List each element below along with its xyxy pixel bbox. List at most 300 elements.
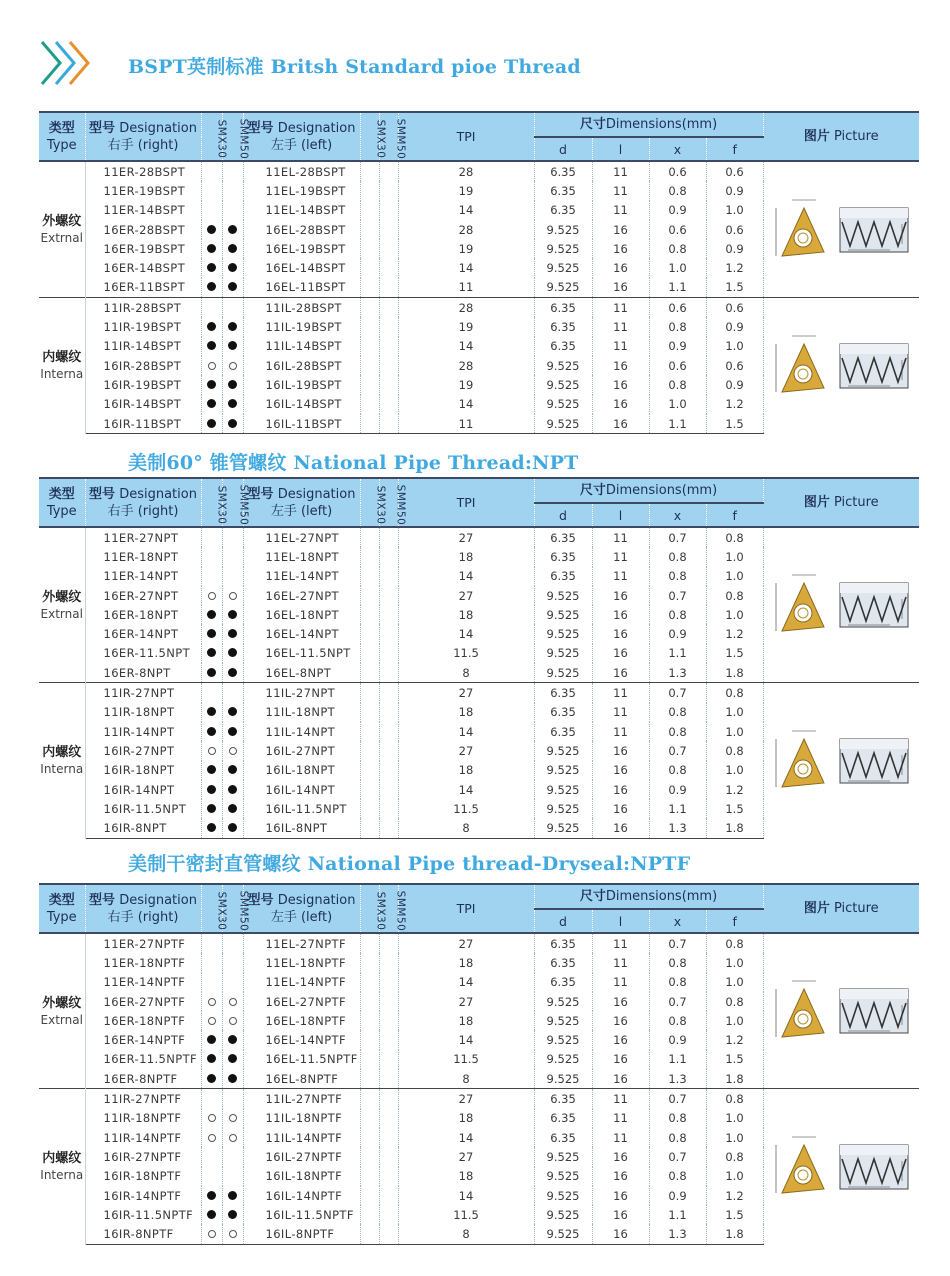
smx30-stock-left xyxy=(360,567,379,586)
designation-right: 11IR-14BSPT xyxy=(85,337,201,356)
designation-left: 16IL-14NPTF xyxy=(243,1186,360,1205)
header-l: l xyxy=(592,503,649,527)
smx30-stock-left xyxy=(360,527,379,547)
dim-l: 16 xyxy=(592,1147,649,1166)
smm50-stock xyxy=(222,298,243,318)
dim-f: 1.0 xyxy=(706,722,763,741)
dim-f: 1.2 xyxy=(706,624,763,643)
filled-circle-icon xyxy=(207,282,216,291)
designation-right: 11IR-27NPTF xyxy=(85,1089,201,1109)
smx30-stock-left xyxy=(360,799,379,818)
smx30-stock xyxy=(201,703,222,722)
dim-l: 11 xyxy=(592,317,649,336)
tpi-value: 18 xyxy=(398,1109,534,1128)
designation-right: 11ER-14NPT xyxy=(85,567,201,586)
header-smm50: SMM50 xyxy=(222,884,243,933)
designation-right: 16ER-11.5NPTF xyxy=(85,1050,201,1069)
dim-d: 6.35 xyxy=(534,973,592,992)
thread-type: 外螺纹 Extrnal xyxy=(39,527,85,683)
filled-circle-icon xyxy=(207,707,216,716)
header-smx30-left: SMX30 xyxy=(360,112,379,161)
header-smm50: SMM50 xyxy=(222,478,243,527)
dim-f: 1.5 xyxy=(706,644,763,663)
smx30-stock-left xyxy=(360,356,379,375)
dim-x: 0.6 xyxy=(649,161,706,181)
smm50-stock-left xyxy=(379,547,398,566)
dim-f: 0.8 xyxy=(706,683,763,703)
filled-circle-icon xyxy=(207,399,216,408)
smx30-stock-left xyxy=(360,953,379,972)
header-x: x xyxy=(649,909,706,933)
tpi-value: 11.5 xyxy=(398,644,534,663)
smm50-stock-left xyxy=(379,567,398,586)
dim-d: 9.525 xyxy=(534,663,592,683)
tpi-value: 18 xyxy=(398,1011,534,1030)
smx30-stock xyxy=(201,298,222,318)
smx30-stock-left xyxy=(360,741,379,760)
smx30-stock-left xyxy=(360,375,379,394)
dim-f: 1.0 xyxy=(706,973,763,992)
header-smx30-left: SMX30 xyxy=(360,884,379,933)
filled-circle-icon xyxy=(228,707,237,716)
designation-right: 16ER-14NPTF xyxy=(85,1030,201,1049)
dim-l: 11 xyxy=(592,527,649,547)
smm50-stock-left xyxy=(379,683,398,703)
tpi-value: 8 xyxy=(398,818,534,838)
designation-left: 16IL-18NPTF xyxy=(243,1167,360,1186)
smm50-stock-left xyxy=(379,973,398,992)
dim-d: 9.525 xyxy=(534,278,592,298)
filled-circle-icon xyxy=(228,1054,237,1063)
tpi-value: 28 xyxy=(398,356,534,375)
smx30-stock xyxy=(201,1128,222,1147)
dim-l: 16 xyxy=(592,1011,649,1030)
table-row xyxy=(39,298,919,318)
header-d: d xyxy=(534,137,592,161)
dim-x: 0.7 xyxy=(649,1147,706,1166)
smm50-stock-left xyxy=(379,605,398,624)
dim-f: 1.8 xyxy=(706,1224,763,1244)
smm50-stock-left xyxy=(379,356,398,375)
dim-l: 16 xyxy=(592,799,649,818)
section-title-nptf: 美制干密封直管螺纹 National Pipe thread-Dryseal:NPTF xyxy=(128,853,691,875)
dim-d: 9.525 xyxy=(534,356,592,375)
dim-x: 0.9 xyxy=(649,624,706,643)
dim-d: 9.525 xyxy=(534,258,592,277)
smx30-stock xyxy=(201,567,222,586)
filled-circle-icon xyxy=(228,380,237,389)
dim-l: 11 xyxy=(592,1089,649,1109)
tpi-value: 14 xyxy=(398,337,534,356)
hollow-circle-icon xyxy=(229,747,237,755)
smx30-stock-left xyxy=(360,161,379,181)
smx30-stock-left xyxy=(360,1186,379,1205)
filled-circle-icon xyxy=(228,629,237,638)
designation-left: 16EL-27NPTF xyxy=(243,992,360,1011)
filled-circle-icon xyxy=(228,648,237,657)
dim-l: 16 xyxy=(592,1030,649,1049)
smm50-stock xyxy=(222,375,243,394)
dim-d: 9.525 xyxy=(534,220,592,239)
filled-circle-icon xyxy=(207,244,216,253)
smx30-stock xyxy=(201,1109,222,1128)
designation-right: 16ER-27NPT xyxy=(85,586,201,605)
dim-f: 0.8 xyxy=(706,1147,763,1166)
dim-x: 1.1 xyxy=(649,799,706,818)
dim-d: 6.35 xyxy=(534,1089,592,1109)
smx30-stock xyxy=(201,547,222,566)
tpi-value: 18 xyxy=(398,703,534,722)
smm50-stock xyxy=(222,605,243,624)
designation-right: 16ER-8NPT xyxy=(85,663,201,683)
designation-left: 16IL-27NPT xyxy=(243,741,360,760)
dim-f: 0.8 xyxy=(706,1089,763,1109)
smx30-stock xyxy=(201,933,222,953)
smx30-stock-left xyxy=(360,395,379,414)
smx30-stock-left xyxy=(360,683,379,703)
tpi-value: 28 xyxy=(398,161,534,181)
dim-d: 6.35 xyxy=(534,953,592,972)
dim-x: 1.1 xyxy=(649,414,706,434)
smm50-stock-left xyxy=(379,161,398,181)
smx30-stock xyxy=(201,1069,222,1089)
smm50-stock-left xyxy=(379,317,398,336)
smm50-stock xyxy=(222,337,243,356)
thread-type: 外螺纹 Extrnal xyxy=(39,161,85,298)
smx30-stock xyxy=(201,181,222,200)
dim-x: 0.8 xyxy=(649,239,706,258)
filled-circle-icon xyxy=(207,1054,216,1063)
table-row xyxy=(39,161,919,181)
designation-left: 16EL-11.5NPT xyxy=(243,644,360,663)
filled-circle-icon xyxy=(228,785,237,794)
dim-l: 11 xyxy=(592,1128,649,1147)
smx30-stock-left xyxy=(360,201,379,220)
smm50-stock xyxy=(222,395,243,414)
tpi-value: 14 xyxy=(398,258,534,277)
dim-x: 0.9 xyxy=(649,780,706,799)
dim-l: 11 xyxy=(592,1109,649,1128)
smm50-stock xyxy=(222,703,243,722)
designation-right: 16IR-14NPT xyxy=(85,780,201,799)
tpi-value: 14 xyxy=(398,395,534,414)
dim-d: 9.525 xyxy=(534,605,592,624)
dim-f: 0.8 xyxy=(706,741,763,760)
dim-d: 6.35 xyxy=(534,1109,592,1128)
dim-l: 11 xyxy=(592,201,649,220)
dim-d: 9.525 xyxy=(534,1050,592,1069)
header-tpi: TPI xyxy=(398,884,534,933)
dim-d: 9.525 xyxy=(534,624,592,643)
dim-l: 11 xyxy=(592,703,649,722)
designation-right: 11ER-27NPTF xyxy=(85,933,201,953)
smm50-stock xyxy=(222,1050,243,1069)
dim-d: 9.525 xyxy=(534,1224,592,1244)
dim-f: 0.8 xyxy=(706,933,763,953)
smm50-stock-left xyxy=(379,239,398,258)
dim-l: 16 xyxy=(592,624,649,643)
dim-l: 16 xyxy=(592,586,649,605)
tpi-value: 19 xyxy=(398,181,534,200)
dim-f: 1.0 xyxy=(706,1167,763,1186)
smm50-stock-left xyxy=(379,414,398,434)
smx30-stock xyxy=(201,953,222,972)
dim-x: 0.8 xyxy=(649,1167,706,1186)
smm50-stock xyxy=(222,1147,243,1166)
header-type: 类型 Type xyxy=(39,112,85,161)
dim-l: 16 xyxy=(592,1186,649,1205)
dim-x: 0.8 xyxy=(649,1011,706,1030)
dim-l: 16 xyxy=(592,414,649,434)
dim-x: 0.8 xyxy=(649,761,706,780)
designation-left: 11EL-14NPTF xyxy=(243,973,360,992)
smm50-stock xyxy=(222,356,243,375)
tpi-value: 8 xyxy=(398,1224,534,1244)
smm50-stock-left xyxy=(379,395,398,414)
dim-d: 9.525 xyxy=(534,992,592,1011)
dim-x: 0.8 xyxy=(649,703,706,722)
header-d: d xyxy=(534,503,592,527)
designation-right: 16IR-8NPTF xyxy=(85,1224,201,1244)
smx30-stock-left xyxy=(360,547,379,566)
smm50-stock-left xyxy=(379,1050,398,1069)
designation-left: 11EL-28BSPT xyxy=(243,161,360,181)
smm50-stock-left xyxy=(379,624,398,643)
smm50-stock xyxy=(222,761,243,780)
filled-circle-icon xyxy=(207,1035,216,1044)
dim-d: 9.525 xyxy=(534,761,592,780)
designation-left: 11IL-19BSPT xyxy=(243,317,360,336)
filled-circle-icon xyxy=(207,263,216,272)
nptf-table xyxy=(39,883,919,1245)
dim-d: 6.35 xyxy=(534,337,592,356)
filled-circle-icon xyxy=(228,282,237,291)
hollow-circle-icon xyxy=(208,1134,216,1142)
dim-d: 9.525 xyxy=(534,818,592,838)
smm50-stock-left xyxy=(379,298,398,318)
dim-l: 16 xyxy=(592,258,649,277)
dim-f: 1.5 xyxy=(706,1205,763,1224)
designation-right: 16IR-27NPT xyxy=(85,741,201,760)
table-row xyxy=(39,933,919,953)
smm50-stock xyxy=(222,1186,243,1205)
dim-f: 1.5 xyxy=(706,278,763,298)
smm50-stock-left xyxy=(379,799,398,818)
external-thread-insert-icon xyxy=(770,569,912,641)
hollow-circle-icon xyxy=(208,1017,216,1025)
smm50-stock xyxy=(222,1205,243,1224)
smx30-stock xyxy=(201,605,222,624)
designation-left: 16IL-27NPTF xyxy=(243,1147,360,1166)
dim-f: 0.9 xyxy=(706,375,763,394)
designation-left: 11EL-19BSPT xyxy=(243,181,360,200)
smm50-stock-left xyxy=(379,1128,398,1147)
smm50-stock xyxy=(222,239,243,258)
dim-d: 9.525 xyxy=(534,586,592,605)
smm50-stock xyxy=(222,1167,243,1186)
filled-circle-icon xyxy=(207,610,216,619)
tpi-value: 18 xyxy=(398,605,534,624)
tpi-value: 28 xyxy=(398,298,534,318)
header-f: f xyxy=(706,909,763,933)
header-dimensions: 尺寸Dimensions(mm) xyxy=(534,478,763,503)
designation-right: 11ER-28BSPT xyxy=(85,161,201,181)
smx30-stock-left xyxy=(360,317,379,336)
filled-circle-icon xyxy=(228,263,237,272)
designation-right: 16IR-27NPTF xyxy=(85,1147,201,1166)
dim-l: 16 xyxy=(592,605,649,624)
tpi-value: 14 xyxy=(398,1030,534,1049)
smx30-stock-left xyxy=(360,1205,379,1224)
dim-d: 9.525 xyxy=(534,1030,592,1049)
smx30-stock-left xyxy=(360,973,379,992)
dim-d: 9.525 xyxy=(534,644,592,663)
header-designation-left: 型号 Designation 左手 (left) xyxy=(243,478,360,527)
header-smm50: SMM50 xyxy=(222,112,243,161)
dim-x: 0.8 xyxy=(649,181,706,200)
dim-d: 6.35 xyxy=(534,298,592,318)
smm50-stock xyxy=(222,181,243,200)
smm50-stock-left xyxy=(379,375,398,394)
smm50-stock-left xyxy=(379,337,398,356)
smm50-stock xyxy=(222,624,243,643)
dim-d: 9.525 xyxy=(534,1011,592,1030)
thread-type: 外螺纹 Extrnal xyxy=(39,933,85,1089)
dim-l: 11 xyxy=(592,161,649,181)
smx30-stock xyxy=(201,683,222,703)
filled-circle-icon xyxy=(228,399,237,408)
dim-d: 6.35 xyxy=(534,527,592,547)
dim-f: 1.5 xyxy=(706,799,763,818)
smx30-stock-left xyxy=(360,1030,379,1049)
dim-f: 0.6 xyxy=(706,298,763,318)
dim-l: 16 xyxy=(592,375,649,394)
dim-l: 16 xyxy=(592,1069,649,1089)
designation-left: 16EL-14BSPT xyxy=(243,258,360,277)
designation-left: 16IL-11.5NPTF xyxy=(243,1205,360,1224)
smm50-stock-left xyxy=(379,761,398,780)
smm50-stock xyxy=(222,1109,243,1128)
dim-x: 1.1 xyxy=(649,278,706,298)
designation-right: 11IR-27NPT xyxy=(85,683,201,703)
filled-circle-icon xyxy=(207,225,216,234)
internal-thread-insert-icon xyxy=(770,725,912,797)
header-dimensions: 尺寸Dimensions(mm) xyxy=(534,112,763,137)
filled-circle-icon xyxy=(207,322,216,331)
designation-right: 11ER-18NPT xyxy=(85,547,201,566)
hollow-circle-icon xyxy=(208,747,216,755)
hollow-circle-icon xyxy=(208,362,216,370)
designation-left: 11IL-27NPTF xyxy=(243,1089,360,1109)
smm50-stock xyxy=(222,586,243,605)
smx30-stock xyxy=(201,258,222,277)
filled-circle-icon xyxy=(228,1191,237,1200)
filled-circle-icon xyxy=(207,341,216,350)
filled-circle-icon xyxy=(228,727,237,736)
tpi-value: 27 xyxy=(398,992,534,1011)
designation-right: 16IR-19BSPT xyxy=(85,375,201,394)
designation-right: 16ER-28BSPT xyxy=(85,220,201,239)
hollow-circle-icon xyxy=(208,592,216,600)
dim-d: 9.525 xyxy=(534,239,592,258)
designation-right: 11IR-19BSPT xyxy=(85,317,201,336)
dim-x: 0.8 xyxy=(649,547,706,566)
designation-left: 16EL-8NPT xyxy=(243,663,360,683)
dim-f: 0.6 xyxy=(706,161,763,181)
dim-x: 0.6 xyxy=(649,298,706,318)
header-designation-left: 型号 Designation 左手 (left) xyxy=(243,884,360,933)
filled-circle-icon xyxy=(207,1191,216,1200)
hollow-circle-icon xyxy=(229,1134,237,1142)
smm50-stock-left xyxy=(379,818,398,838)
smx30-stock xyxy=(201,1224,222,1244)
smx30-stock xyxy=(201,239,222,258)
dim-f: 1.0 xyxy=(706,337,763,356)
tpi-value: 19 xyxy=(398,375,534,394)
smm50-stock-left xyxy=(379,1011,398,1030)
tpi-value: 11.5 xyxy=(398,1205,534,1224)
dim-l: 16 xyxy=(592,992,649,1011)
dim-x: 1.3 xyxy=(649,1224,706,1244)
designation-right: 16ER-14BSPT xyxy=(85,258,201,277)
smx30-stock xyxy=(201,278,222,298)
hollow-circle-icon xyxy=(229,1230,237,1238)
tpi-value: 18 xyxy=(398,547,534,566)
smm50-stock-left xyxy=(379,527,398,547)
smx30-stock xyxy=(201,414,222,434)
dim-d: 9.525 xyxy=(534,375,592,394)
tpi-value: 8 xyxy=(398,1069,534,1089)
dim-x: 0.8 xyxy=(649,973,706,992)
dim-f: 0.6 xyxy=(706,220,763,239)
smx30-stock xyxy=(201,761,222,780)
smx30-stock-left xyxy=(360,1069,379,1089)
internal-thread-insert-icon xyxy=(770,1131,912,1203)
filled-circle-icon xyxy=(228,1210,237,1219)
smx30-stock-left xyxy=(360,1128,379,1147)
designation-left: 11IL-18NPTF xyxy=(243,1109,360,1128)
tpi-value: 14 xyxy=(398,201,534,220)
header-smm50-left: SMM50 xyxy=(379,884,398,933)
thread-type: 内螺纹 Interna xyxy=(39,298,85,434)
designation-left: 11EL-27NPTF xyxy=(243,933,360,953)
smx30-stock xyxy=(201,395,222,414)
dim-l: 11 xyxy=(592,973,649,992)
hollow-circle-icon xyxy=(229,1017,237,1025)
designation-left: 11EL-14BSPT xyxy=(243,201,360,220)
dim-x: 0.7 xyxy=(649,527,706,547)
smx30-stock-left xyxy=(360,1011,379,1030)
smm50-stock xyxy=(222,317,243,336)
tpi-value: 14 xyxy=(398,722,534,741)
table-row xyxy=(39,683,919,703)
designation-right: 11IR-28BSPT xyxy=(85,298,201,318)
smm50-stock-left xyxy=(379,1224,398,1244)
smx30-stock-left xyxy=(360,644,379,663)
dim-f: 1.0 xyxy=(706,761,763,780)
filled-circle-icon xyxy=(228,823,237,832)
dim-l: 16 xyxy=(592,1167,649,1186)
smx30-stock xyxy=(201,1011,222,1030)
header-type: 类型 Type xyxy=(39,884,85,933)
smm50-stock xyxy=(222,953,243,972)
smx30-stock-left xyxy=(360,1167,379,1186)
designation-left: 16EL-18NPT xyxy=(243,605,360,624)
smx30-stock xyxy=(201,818,222,838)
dim-d: 9.525 xyxy=(534,1167,592,1186)
external-thread-insert-icon xyxy=(770,975,912,1047)
dim-d: 6.35 xyxy=(534,703,592,722)
